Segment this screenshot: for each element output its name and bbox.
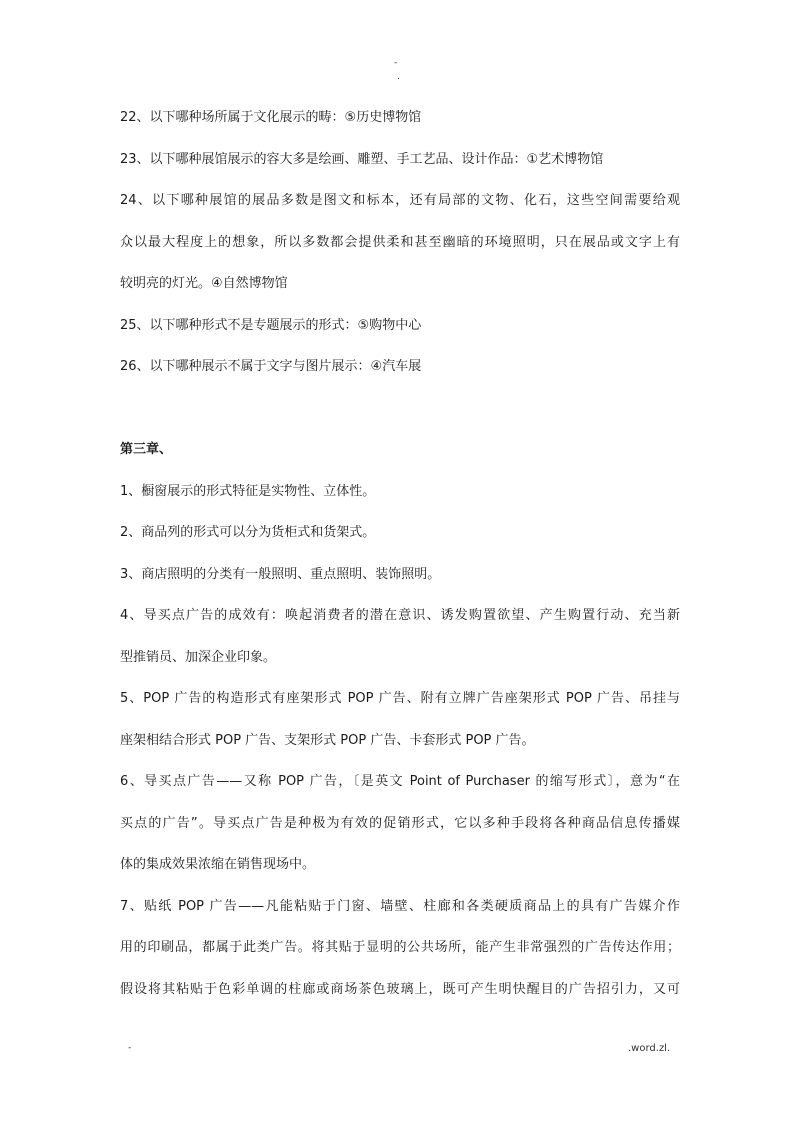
chapter-heading: 第三章、 — [120, 442, 173, 457]
footer-watermark: .word.zl. — [628, 1043, 671, 1054]
item-6-line-1: 6、导买点广告——又称 POP 广告，〔是英文 Point of Purchaser 的缩写形式〕，意为“在 — [120, 774, 680, 789]
item-7-line-3: 假设将其粘贴于色彩单调的柱廊或商场茶色玻璃上，既可产生明快醒目的广告招引力，又可 — [120, 981, 680, 997]
blank-spacer — [120, 396, 680, 438]
item-2: 2、商品列的形式可以分为货柜式和货架式。 — [120, 525, 376, 540]
question-25: 25、以下哪种形式不是专题展示的形式：⑤购物中心 — [120, 317, 422, 333]
item-6-line-2: 买点的广告”。导买点广告是种极为有效的促销形式，它以多种手段将各种商品信息传播媒 — [120, 815, 680, 831]
question-22: 22、以下哪种场所属于文化展示的畴：⑤历史博物馆 — [120, 110, 422, 125]
item-7-line-2: 用的印刷品，都属于此类广告。将其贴于显明的公共场所，能产生非常强烈的广告传达作用； — [120, 940, 680, 955]
item-1: 1、橱窗展示的形式特征是实物性、立体性。 — [120, 483, 376, 499]
item-3: 3、商店照明的分类有一般照明、重点照明、装饰照明。 — [120, 566, 441, 582]
question-26: 26、以下哪种展示不属于文字与图片展示：④汽车展 — [120, 359, 422, 374]
question-24-line-1: 24、以下哪种展馆的展品多数是图文和标本，还有局部的文物、化石，这些空间需要给观 — [120, 193, 680, 208]
footer-dash: - — [128, 1043, 132, 1053]
question-23: 23、以下哪种展馆展示的容大多是绘画、雕塑、手工艺品、设计作品：①艺术博物馆 — [120, 151, 604, 167]
header-dash: - — [394, 58, 398, 68]
item-5-line-2: 座架相结合形式 POP 广告、支架形式 POP 广告、卡套形式 POP 广告。 — [120, 732, 535, 748]
item-4-line-1: 4、导买点广告的成效有：唤起消费者的潜在意识、诱发购置欲望、产生购置行动、充当新 — [120, 608, 680, 623]
item-6-line-3: 体的集成效果浓缩在销售现场中。 — [120, 857, 316, 872]
item-5-line-1: 5、POP 广告的构造形式有座架形式 POP 广告、附有立牌广告座架形式 POP 广告、吊挂与 — [120, 691, 680, 706]
document-body — [120, 105, 680, 1018]
question-24-line-3: 较明亮的灯光。④自然博物馆 — [120, 276, 288, 291]
header-dot: . — [397, 72, 400, 82]
question-24-line-2: 众以最大程度上的想象，所以多数都会提供柔和甚至幽暗的环境照明，只在展品或文字上有 — [120, 234, 680, 250]
item-4-line-2: 型推销员、加深企业印象。 — [120, 649, 277, 665]
item-7-line-1: 7、贴纸 POP 广告——凡能粘贴于门窗、墙壁、柱廊和各类硬质商品上的具有广告媒介作 — [120, 898, 680, 914]
